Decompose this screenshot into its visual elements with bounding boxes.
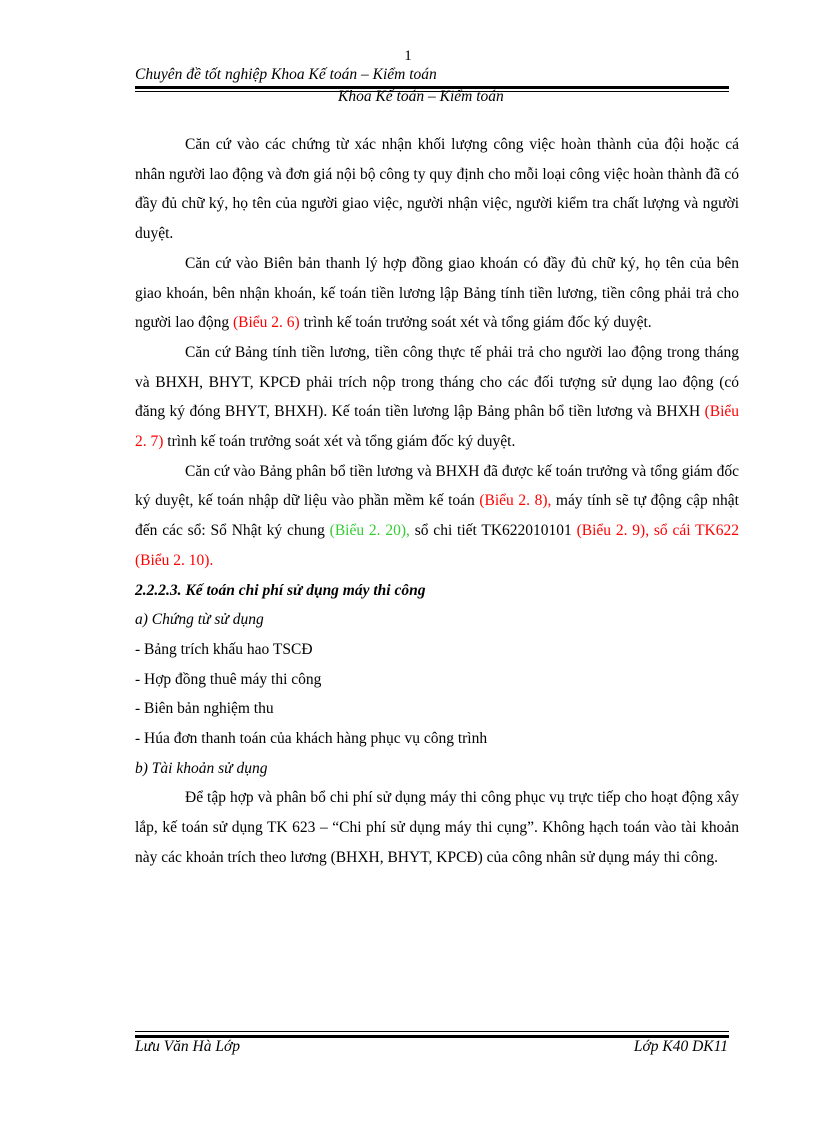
paragraph-3-text-a: Căn cứ Bảng tính tiền lương, tiền công thực tế phải trả cho người lao động trong tháng và BHXH, BHYT, KPCĐ phải trích nộp trong tháng cho các đối tượng sử dụng lao động (có đăng ký đóng BHYT, BHXH). Kế toán tiền lương lập Bảng phân bổ tiền lương và BHXH: [135, 343, 739, 421]
footer-rule-thin: [135, 1031, 729, 1032]
list-item: - Biên bản nghiệm thu: [135, 700, 274, 718]
page-number: 1: [404, 48, 412, 64]
subheading-a: a) Chứng từ sử dụng: [135, 611, 264, 629]
list-item: - Hợp đồng thuê máy thi công: [135, 670, 322, 688]
header-title: Chuyên đề tốt nghiệp Khoa Kế toán – Kiểm toán: [135, 66, 437, 83]
subheading-b: b) Tài khoản sử dụng: [135, 759, 268, 777]
paragraph-4-text-a: Căn cứ vào Bảng phân bổ tiền lương và BHXH đã được kế toán trưởng và tổng giám đốc ký duyệt, kế toán nhập dữ liệu vào phần mềm kế toán: [135, 462, 739, 510]
paragraph-2-text-b: trình kế toán trưởng soát xét và tổng giám đốc ký duyệt.: [299, 314, 652, 332]
reference-bieu-2-20: (Biểu 2. 20),: [329, 522, 410, 540]
header-subtitle: Khoa Kế toán – Kiểm toán: [338, 88, 504, 105]
section-heading: 2.2.2.3. Kế toán chi phí sử dụng máy thi công: [135, 581, 426, 599]
footer-left: Lưu Văn Hà Lớp: [135, 1038, 241, 1055]
document-body: [135, 130, 739, 873]
list-item: - Bảng trích khấu hao TSCĐ: [135, 640, 313, 658]
paragraph-4-text-b: máy tính sẽ tự động cập nhật đến các sổ: Sổ Nhật ký chung: [135, 492, 739, 540]
reference-bieu-2-6: (Biểu 2. 6): [232, 314, 300, 332]
paragraph-2-text-a: Căn cứ vào Biên bản thanh lý hợp đồng giao khoán có đầy đủ chữ ký, họ tên của bên giao khoán, bên nhận khoán, kế toán tiền lương lập Bảng tính tiền lương, tiền công phải trả cho người lao động: [135, 254, 739, 332]
paragraph-3-text-b: trình kế toán trưởng soát xét và tổng giám đốc ký duyệt.: [163, 433, 516, 451]
paragraph-1: Căn cứ vào các chứng từ xác nhận khối lượng công việc hoàn thành của đội hoặc cá nhân người lao động và đơn giá nội bộ công ty quy định cho mỗi loại công việc hoàn thành đã có đầy đủ chữ ký, họ tên của người giao việc, người nhận việc, người kiểm tra chất lượng và người duyệt.: [135, 136, 739, 243]
paragraph-3: [135, 338, 739, 457]
paragraph-2: [135, 249, 739, 338]
paragraph-4: [135, 457, 739, 576]
paragraph-4-text-c: sổ chi tiết TK622010101: [409, 522, 577, 540]
reference-bieu-2-7: (Biểu 2. 7): [135, 403, 739, 451]
list-item: - Húa đơn thanh toán của khách hàng phục vụ công trình: [135, 730, 488, 748]
reference-bieu-2-8: (Biểu 2. 8),: [479, 492, 552, 510]
footer-right: Lớp K40 DK11: [633, 1038, 728, 1055]
reference-bieu-2-9-2-10: (Biểu 2. 9), sổ cái TK622 (Biểu 2. 10).: [135, 522, 739, 569]
paragraph-5: Để tập hợp và phân bổ chi phí sử dụng máy thi công phục vụ trực tiếp cho hoạt động xây lắp, kế toán sử dụng TK 623 – “Chi phí sử dụng máy thi cụng”. Không hạch toán vào tài khoản này các khoản trích theo lương (BHXH, BHYT, KPCĐ) của công nhân sử dụng máy thi công.: [135, 789, 739, 866]
